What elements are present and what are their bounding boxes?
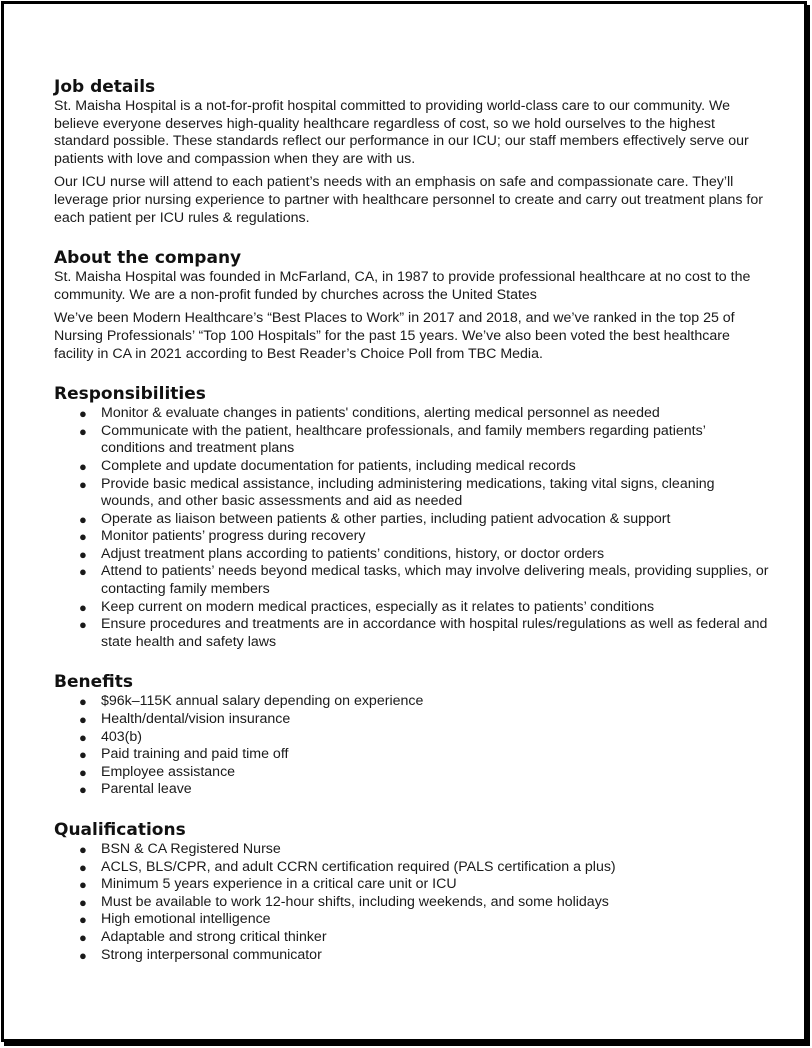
list-item (54, 476, 770, 511)
list-item-text: 403(b) (101, 728, 143, 745)
job-details-paragraph: Our ICU nurse will attend to each patient’s needs with an emphasis on safe and compassionate care. They’ll leverage prior nursing experience to partner with healthcare personnel to create and carry out treatment plans for each patient per ICU rules & regulations. (54, 174, 763, 226)
list-item-text: Strong interpersonal communicator (101, 946, 322, 963)
list-item (54, 876, 770, 894)
about-company-paragraph: We’ve been Modern Healthcare’s “Best Places to Work” in 2017 and 2018, and we’ve ranked in the top 25 of Nursing Professionals’ “Top 100 Hospitals” for the past 15 years. We’ve also been voted the best healthcare facility in CA in 2021 according to Best Reader’s Choice Poll from TBC Media. (54, 310, 735, 362)
bullet-icon: ● (79, 423, 87, 439)
list-item (54, 405, 770, 423)
bullet-icon: ● (79, 947, 87, 963)
list-item-text: ACLS, BLS/CPR, and adult CCRN certification required (PALS certification a plus) (101, 858, 616, 875)
list-item (54, 528, 770, 546)
qualifications-heading: Qualifications (54, 820, 186, 840)
list-item (54, 423, 770, 458)
list-item (54, 729, 770, 747)
bullet-icon: ● (79, 859, 87, 875)
list-item (54, 616, 770, 651)
list-item (54, 929, 770, 947)
bullet-icon: ● (79, 694, 87, 710)
benefits-heading: Benefits (54, 672, 133, 693)
list-item-text: BSN & CA Registered Nurse (101, 841, 281, 857)
bullet-icon: ● (79, 564, 87, 580)
bullet-icon: ● (79, 529, 87, 545)
about-company-section (54, 247, 770, 363)
bullet-icon: ● (79, 782, 87, 798)
bullet-icon: ● (79, 599, 87, 615)
list-item-text: Communicate with the patient, healthcare professionals, and family members regarding patients’ conditions and treatment plans (101, 422, 706, 457)
list-item-text: Paid training and paid time off (101, 746, 289, 763)
list-item (54, 746, 770, 764)
about-company-heading: About the company (54, 248, 242, 269)
list-item (54, 599, 770, 617)
list-item-text: Adjust treatment plans according to patients’ conditions, history, or doctor orders (101, 545, 605, 562)
list-item (54, 894, 770, 912)
responsibilities-section (54, 383, 770, 651)
job-details-section (54, 76, 770, 227)
bullet-icon: ● (79, 511, 87, 527)
list-item-text: Keep current on modern medical practices, especially as it relates to patients’ conditions (101, 598, 655, 615)
list-item (54, 693, 770, 711)
list-item-text: Employee assistance (101, 763, 236, 780)
bullet-icon: ● (79, 546, 87, 562)
list-item-text: $96k–115K annual salary depending on experience (101, 693, 424, 710)
list-item (54, 841, 770, 859)
list-item-text: Ensure procedures and treatments are in accordance with hospital rules/regulations as well as federal and state health and safety laws (101, 616, 768, 650)
list-item-text: Adaptable and strong critical thinker (101, 928, 327, 945)
list-item-text: Provide basic medical assistance, including administering medications, taking vital signs, cleaning wounds, and other basic assessments and aid as needed (101, 475, 715, 510)
list-item (54, 859, 770, 877)
list-item-text: High emotional intelligence (101, 911, 271, 928)
bullet-icon: ● (79, 458, 87, 474)
list-item-text: Parental leave (101, 781, 192, 798)
bullet-icon: ● (79, 617, 87, 633)
bullet-icon: ● (79, 712, 87, 728)
bullet-icon: ● (79, 764, 87, 780)
qualifications-section (54, 819, 770, 964)
list-item-text: Monitor patients’ progress during recovery (101, 528, 366, 545)
bullet-icon: ● (79, 894, 87, 910)
list-item (54, 511, 770, 529)
job-details-paragraph: St. Maisha Hospital is a not-for-profit hospital committed to providing world-class care to our community. We believe everyone deserves high-quality healthcare regardless of cost, so we hold ourselves to the highest standard possible. These standards reflect our performance in our ICU; our staff members effectively serve our patients with love and compassion when they are with us. (54, 98, 749, 167)
job-details-heading: Job details (54, 77, 156, 97)
list-item-text: Operate as liaison between patients & other parties, including patient advocation & support (101, 510, 671, 527)
bullet-icon: ● (79, 406, 87, 422)
benefits-list (54, 693, 770, 799)
list-item-text: Must be available to work 12-hour shifts, including weekends, and some holidays (101, 893, 609, 910)
list-item (54, 781, 770, 799)
responsibilities-list (54, 405, 770, 651)
bullet-icon: ● (79, 842, 87, 857)
bullet-icon: ● (79, 747, 87, 763)
list-item-text: Attend to patients’ needs beyond medical tasks, which may involve delivering meals, providing supplies, or contacting family members (101, 563, 769, 598)
list-item-text: Complete and update documentation for patients, including medical records (101, 457, 576, 474)
list-item (54, 911, 770, 929)
list-item (54, 563, 770, 598)
bullet-icon: ● (79, 929, 87, 945)
bullet-icon: ● (79, 729, 87, 745)
list-item (54, 711, 770, 729)
list-item-text: Health/dental/vision insurance (101, 711, 291, 728)
bullet-icon: ● (79, 476, 87, 492)
document-page (1, 1, 807, 1042)
bullet-icon: ● (79, 912, 87, 928)
responsibilities-heading: Responsibilities (54, 384, 206, 405)
list-item (54, 947, 770, 965)
list-item (54, 764, 770, 782)
bullet-icon: ● (79, 877, 87, 893)
qualifications-list (54, 841, 770, 964)
about-company-paragraph: St. Maisha Hospital was founded in McFarland, CA, in 1987 to provide professional healthcare at no cost to the community. We are a non-profit funded by churches across the United States (54, 269, 751, 303)
list-item-text: Minimum 5 years experience in a critical care unit or ICU (101, 876, 457, 893)
document-content (54, 76, 770, 984)
benefits-section (54, 671, 770, 799)
list-item-text: Monitor & evaluate changes in patients' conditions, alerting medical personnel as needed (101, 405, 660, 422)
list-item (54, 546, 770, 564)
list-item (54, 458, 770, 476)
